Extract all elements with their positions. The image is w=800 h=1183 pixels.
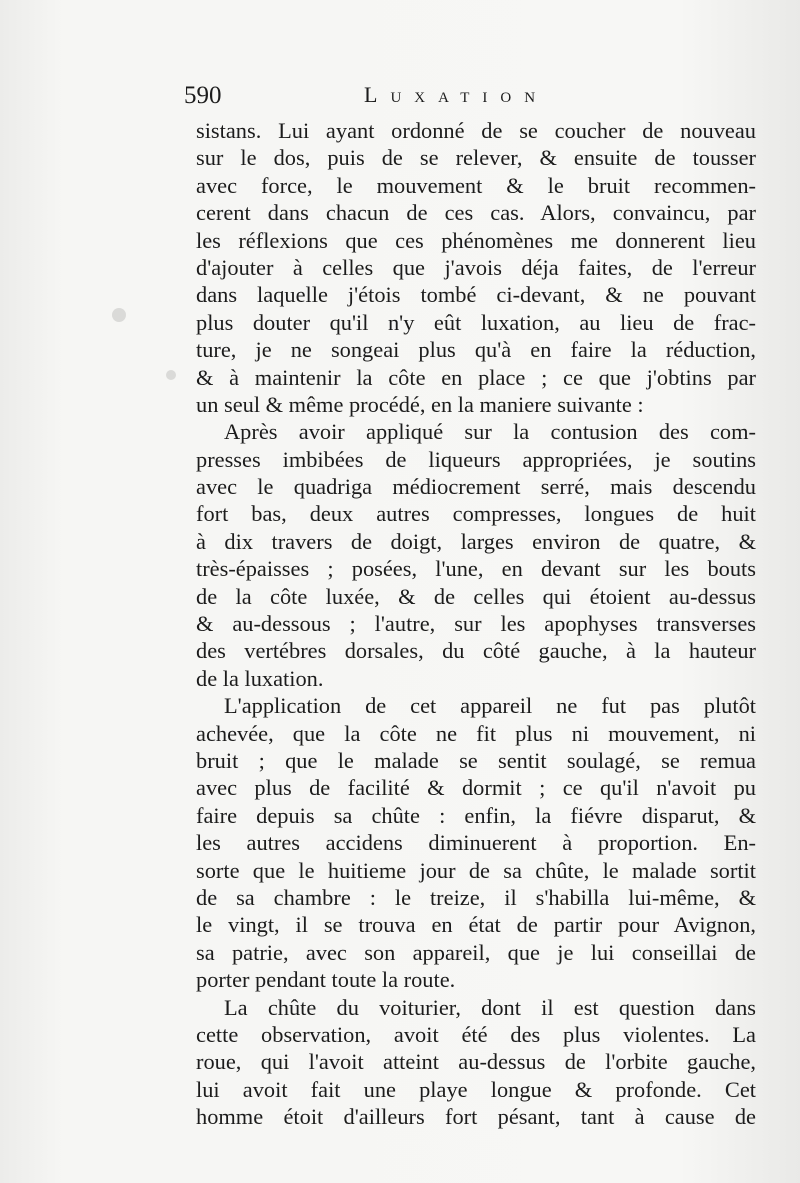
- text-line: les autres accidens diminuerent à proportion. En-: [196, 830, 756, 856]
- text-line: ture, je ne songeai plus qu'à en faire la réduction,: [196, 337, 756, 363]
- text-line: d'ajouter à celles que j'avois déja faites, de l'erreur: [196, 254, 756, 280]
- text-line: homme étoit d'ailleurs fort pésant, tant à cause de: [196, 1104, 756, 1130]
- text-line: faire depuis sa chûte : enfin, la fiévre disparut, &: [196, 802, 756, 828]
- body-text: [196, 117, 756, 1130]
- text-line: dans laquelle j'étois tombé ci-devant, & ne pouvant: [196, 282, 756, 308]
- text-line: avec plus de facilité & dormit ; ce qu'il n'avoit pu: [196, 775, 756, 801]
- paragraph: [196, 117, 756, 418]
- text-line: de la luxation.: [196, 665, 324, 691]
- text-line: de la côte luxée, & de celles qui étoient au-dessus: [196, 583, 756, 609]
- text-line: & à maintenir la côte en place ; ce que j'obtins par: [196, 364, 756, 390]
- text-line: lui avoit fait une playe longue & profonde. Cet: [196, 1076, 756, 1102]
- text-line: sur le dos, puis de se relever, & ensuite de tousser: [196, 145, 756, 171]
- paragraph: [196, 418, 756, 692]
- ink-smudge: [112, 308, 126, 322]
- paragraph: [196, 994, 756, 1131]
- text-line: les réflexions que ces phénomènes me donnerent lieu: [196, 227, 756, 253]
- text-line: à dix travers de doigt, larges environ de quatre, &: [196, 528, 756, 554]
- text-line: des vertébres dorsales, du côté gauche, à la hauteur: [196, 638, 756, 664]
- text-line: sorte que le huitieme jour de sa chûte, le malade sortit: [196, 857, 756, 883]
- text-line: L'application de cet appareil ne fut pas plutôt: [224, 693, 756, 719]
- text-line: avec le quadriga médiocrement serré, mais descendu: [196, 474, 756, 500]
- text-line: La chûte du voiturier, dont il est question dans: [224, 994, 756, 1020]
- text-line: sistans. Lui ayant ordonné de se coucher de nouveau: [196, 118, 756, 143]
- text-line: porter pendant toute la route.: [196, 967, 456, 993]
- text-line: cerent dans chacun de ces cas. Alors, convaincu, par: [196, 200, 756, 226]
- text-line: & au-dessous ; l'autre, sur les apophyses transverses: [196, 611, 756, 637]
- text-line: plus douter qu'il n'y eût luxation, au lieu de frac-: [196, 309, 756, 335]
- text-line: de sa chambre : le treize, il s'habilla lui-même, &: [196, 884, 756, 910]
- text-line: cette observation, avoit été des plus violentes. La: [196, 1021, 756, 1047]
- text-line: sa patrie, avec son appareil, que je lui conseillai de: [196, 939, 756, 965]
- text-line: bruit ; que le malade se sentit soulagé, se remua: [196, 747, 756, 773]
- text-line: très-épaisses ; posées, l'une, en devant sur les bouts: [196, 556, 756, 582]
- text-line: Après avoir appliqué sur la contusion des com-: [224, 419, 756, 445]
- page-number: 590: [184, 82, 222, 109]
- text-line: presses imbibées de liqueurs appropriées, je soutins: [196, 446, 756, 472]
- text-line: le vingt, il se trouva en état de partir pour Avignon,: [196, 912, 756, 938]
- text-line: un seul & même procédé, en la maniere suivante :: [196, 391, 644, 417]
- ink-smudge: [166, 370, 176, 380]
- text-line: roue, qui l'avoit atteint au-dessus de l'orbite gauche,: [196, 1049, 756, 1075]
- running-head: Luxation: [364, 82, 549, 107]
- text-line: achevée, que la côte ne fit plus ni mouvement, ni: [196, 720, 756, 746]
- text-line: fort bas, deux autres compresses, longues de huit: [196, 501, 756, 527]
- paragraph: [196, 692, 756, 993]
- page-header: [184, 82, 764, 122]
- text-line: avec force, le mouvement & le bruit recommen-: [196, 172, 756, 198]
